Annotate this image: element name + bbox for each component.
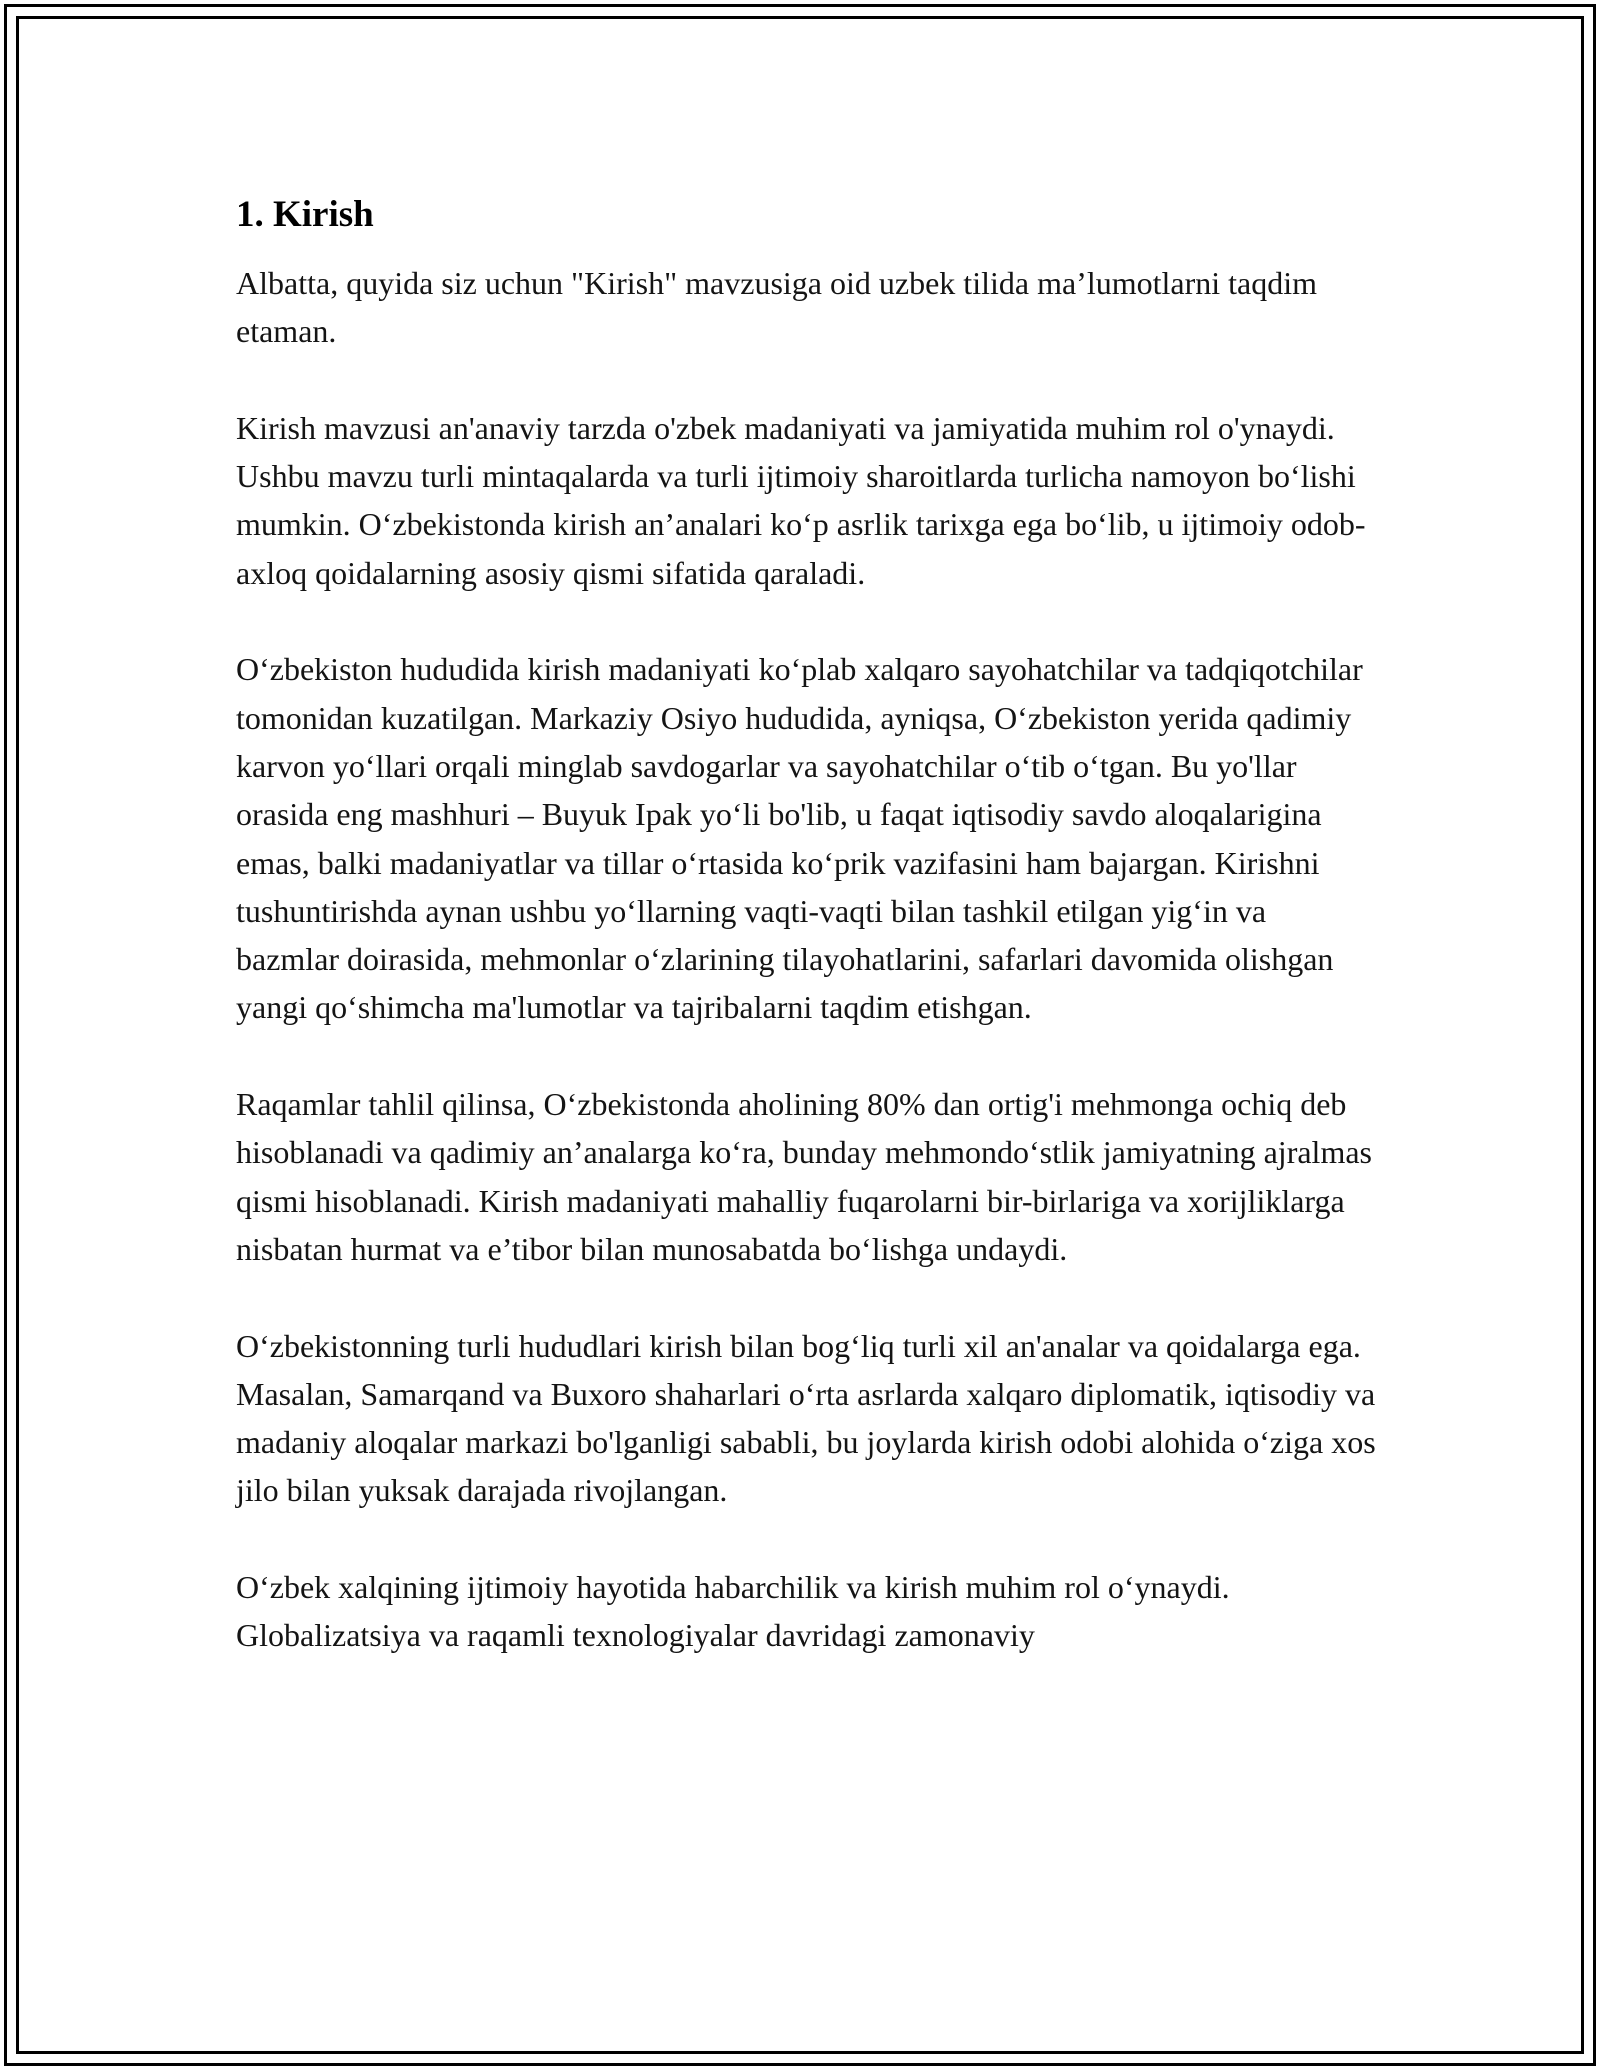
paragraph-intro: Albatta, quyida siz uchun "Kirish" mavzusiga oid uzbek tilida ma’lumotlarni taqdim etaman. <box>236 265 1317 350</box>
document-body <box>236 185 1376 1660</box>
paragraph-regions: Oʻzbekistonning turli hududlari kirish bilan bogʻliq turli xil an'analar va qoidalarga ega. Masalan, Samarqand va Buxoro shaharlari oʻrta asrlarda xalqaro diplomatik, iqtisodiy va madaniy aloqalar markazi bo'lganligi sababli, bu joylarda kirish odobi alohida oʻziga xos jilo bilan yuksak darajada rivojlangan. <box>236 1327 1376 1509</box>
paragraph-tradition: Kirish mavzusi an'anaviy tarzda o'zbek madaniyati va jamiyatida muhim rol o'ynaydi. Ushbu mavzu turli mintaqalarda va turli ijtimoiy sharoitlarda turlicha namoyon boʻlishi mumkin. Oʻzbekistonda kirish an’analari koʻp asrlik tarixga ega boʻlib, u ijtimoiy odob-axloq qoidalarning asosiy qismi sifatida qaraladi. <box>236 409 1366 591</box>
paragraph-history: Oʻzbekiston hududida kirish madaniyati koʻplab xalqaro sayohatchilar va tadqiqotchilar tomonidan kuzatilgan. Markaziy Osiyo hududida, ayniqsa, Oʻzbekiston yerida qadimiy karvon yoʻllari orqali minglab savdogarlar va sayohatchilar oʻtib oʻtgan. Bu yo'llar orasida eng mashhuri – Buyuk Ipak yoʻli bo'lib, u faqat iqtisodiy savdo aloqalarigina emas, balki madaniyatlar va tillar oʻrtasida koʻprik vazifasini ham bajargan. Kirishni tushuntirishda aynan ushbu yoʻllarning vaqti-vaqti bilan tashkil etilgan yigʻin va bazmlar doirasida, mehmonlar oʻzlarining tilayohatlarini, safarlari davomida olishgan yangi qoʻshimcha ma'lumotlar va tajribalarni taqdim etishgan. <box>236 651 1363 1026</box>
paragraph-modern: Oʻzbek xalqining ijtimoiy hayotida habarchilik va kirish muhim rol oʻynaydi. Globalizatsiya va raqamli texnologiyalar davridagi zamonaviy <box>236 1569 1230 1654</box>
paragraph-statistics: Raqamlar tahlil qilinsa, Oʻzbekistonda aholining 80% dan ortig'i mehmonga ochiq deb hisoblanadi va qadimiy an’analarga koʻra, bunday mehmondoʻstlik jamiyatning ajralmas qismi hisoblanadi. Kirish madaniyati mahalliy fuqarolarni bir-birlariga va xorijliklarga nisbatan hurmat va e’tibor bilan munosabatda boʻlishga undaydi. <box>236 1086 1372 1267</box>
section-heading: 1. Kirish <box>236 194 374 235</box>
